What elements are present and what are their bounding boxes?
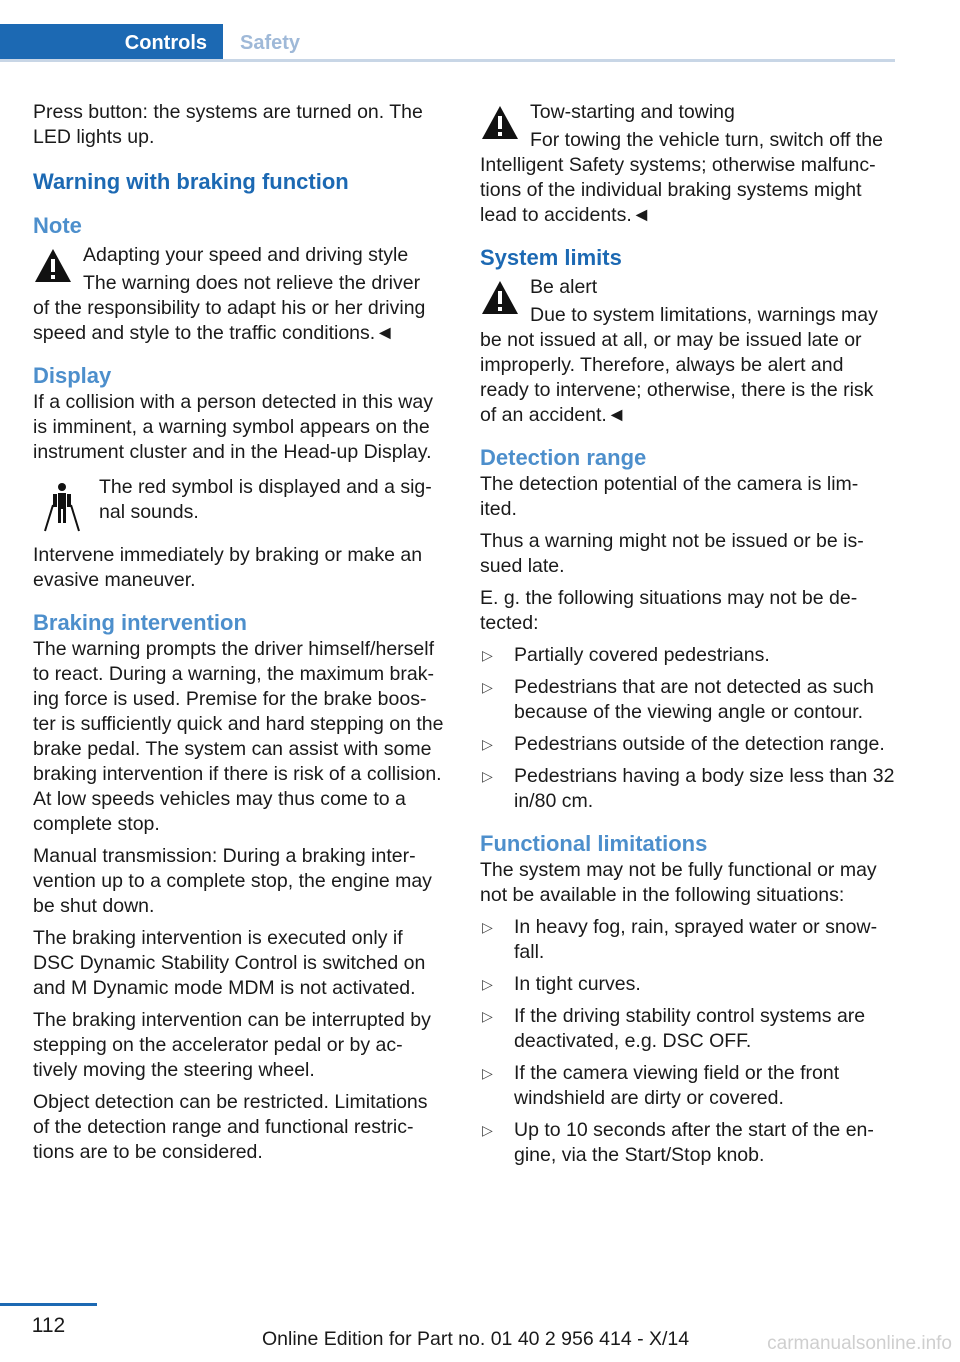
heading-warning-braking: Warning with braking function (33, 169, 349, 194)
triangle-bullet-icon: ▷ (482, 1065, 493, 1081)
intervene-text: Intervene immediately by braking or make an evasive maneuver. (33, 544, 423, 591)
range-paragraph-1: The detection potential of the camera is lim‐ ited. (480, 473, 859, 520)
braking-paragraph-4: The braking intervention can be interrupted by stepping on the accelerator pedal or by ac‐ tively moving the steering wheel. (33, 1009, 431, 1081)
triangle-bullet-icon: ▷ (482, 1122, 493, 1138)
list-item: ▷ Partially covered pedestrians. (482, 644, 770, 666)
braking-paragraph-5: Object detection can be restricted. Limitations of the detection range and functional restric‐ tions are to be considered. (33, 1091, 428, 1163)
triangle-bullet-icon: ▷ (482, 768, 493, 784)
edition-text: Online Edition for Part no. 01 40 2 956 414 - X/14 (262, 1328, 690, 1350)
triangle-bullet-icon: ▷ (482, 976, 493, 992)
detection-range-list (480, 643, 895, 814)
list-item: ▷ Pedestrians having a body size less than 32 in/80 cm. (482, 765, 895, 812)
footer-rule (0, 1303, 97, 1306)
warning-triangle-icon (33, 246, 73, 286)
warning-line: Due to system limitations, warnings may (530, 304, 878, 326)
functional-paragraph: The system may not be fully functional or may not be available in the following situations: (480, 859, 877, 906)
warning-title: Adapting your speed and driving style (83, 244, 409, 266)
chapter-header (0, 24, 895, 62)
tab-safety[interactable]: Safety (240, 32, 301, 54)
tab-controls[interactable]: Controls (0, 24, 223, 62)
symbol-text: The red symbol is displayed and a sig‐ nal sounds. (99, 476, 432, 523)
warning-body: be not issued at all, or may be issued late or improperly. Therefore, always be alert and ready to intervene; otherwise, there is the risk of an accident.◄ (480, 329, 874, 426)
warning-towing (480, 97, 895, 228)
warning-line: For towing the vehicle turn, switch off the (530, 129, 883, 151)
warning-triangle-icon (480, 103, 520, 143)
warning-speed-style (33, 240, 448, 346)
warning-title: Be alert (530, 276, 598, 298)
watermark: carmanualsonline.info (767, 1333, 952, 1354)
right-column (480, 100, 895, 1175)
warning-title: Tow-starting and towing (530, 101, 735, 123)
heading-display: Display (33, 363, 112, 388)
heading-system-limits: System limits (480, 245, 622, 270)
pedestrian-warning-icon (33, 475, 91, 533)
list-item: ▷ Up to 10 seconds after the start of the en‐ gine, via the Start/Stop knob. (482, 1119, 874, 1166)
list-item: ▷ Pedestrians outside of the detection range. (482, 733, 885, 755)
range-paragraph-3: E. g. the following situations may not be de‐ tected: (480, 587, 858, 634)
list-item: ▷ Pedestrians that are not detected as such because of the viewing angle or contour. (482, 676, 874, 723)
list-item: ▷ In tight curves. (482, 973, 641, 995)
braking-paragraph-3: The braking intervention is executed only if DSC Dynamic Stability Control is switched on and M Dynamic mode MDM is not activated. (33, 927, 426, 999)
warning-line: The warning does not relieve the driver (83, 272, 421, 294)
list-item: ▷ In heavy fog, rain, sprayed water or snow‐ fall. (482, 916, 878, 963)
warning-be-alert (480, 272, 895, 428)
triangle-bullet-icon: ▷ (482, 1008, 493, 1024)
heading-note: Note (33, 213, 82, 238)
triangle-bullet-icon: ▷ (482, 919, 493, 935)
heading-functional-limitations: Functional limitations (480, 831, 708, 856)
functional-limitations-list (480, 915, 895, 1168)
range-paragraph-2: Thus a warning might not be issued or be is‐ sued late. (480, 530, 864, 577)
pedestrian-symbol-block (33, 475, 448, 535)
header-rule (0, 59, 895, 62)
triangle-bullet-icon: ▷ (482, 647, 493, 663)
list-item: ▷ If the driving stability control systems are deactivated, e.g. DSC OFF. (482, 1005, 866, 1052)
braking-paragraph-2: Manual transmission: During a braking inter‐ vention up to a complete stop, the engine may be shut down. (33, 845, 432, 917)
triangle-bullet-icon: ▷ (482, 736, 493, 752)
heading-detection-range: Detection range (480, 445, 647, 470)
triangle-bullet-icon: ▷ (482, 679, 493, 695)
list-item: ▷ If the camera viewing field or the front windshield are dirty or covered. (482, 1062, 840, 1109)
press-button-text: Press button: the systems are turned on. The LED lights up. (33, 101, 423, 148)
heading-braking-intervention: Braking intervention (33, 610, 247, 635)
warning-body: of the responsibility to adapt his or her driving speed and style to the traffic conditions.◄ (33, 297, 426, 344)
braking-paragraph-1: The warning prompts the driver himself/herself to react. During a warning, the maximum brak‐ ing force is used. Premise for the brake boos‐ ter is sufficiently quick and hard stepping on the brake pedal. The system can assist with some braking intervention if there is risk of a collision. At low speeds vehicles may thus come to a complete stop. (33, 638, 444, 835)
display-text: If a collision with a person detected in this way is imminent, a warning symbol appears on the instrument cluster and in the Head-up Display. (33, 391, 433, 463)
warning-triangle-icon (480, 278, 520, 318)
page-number: 112 (31, 1314, 66, 1337)
left-column (33, 100, 448, 1172)
warning-body: Intelligent Safety systems; otherwise malfunc‐ tions of the individual braking systems might lead to accidents.◄ (480, 154, 876, 226)
